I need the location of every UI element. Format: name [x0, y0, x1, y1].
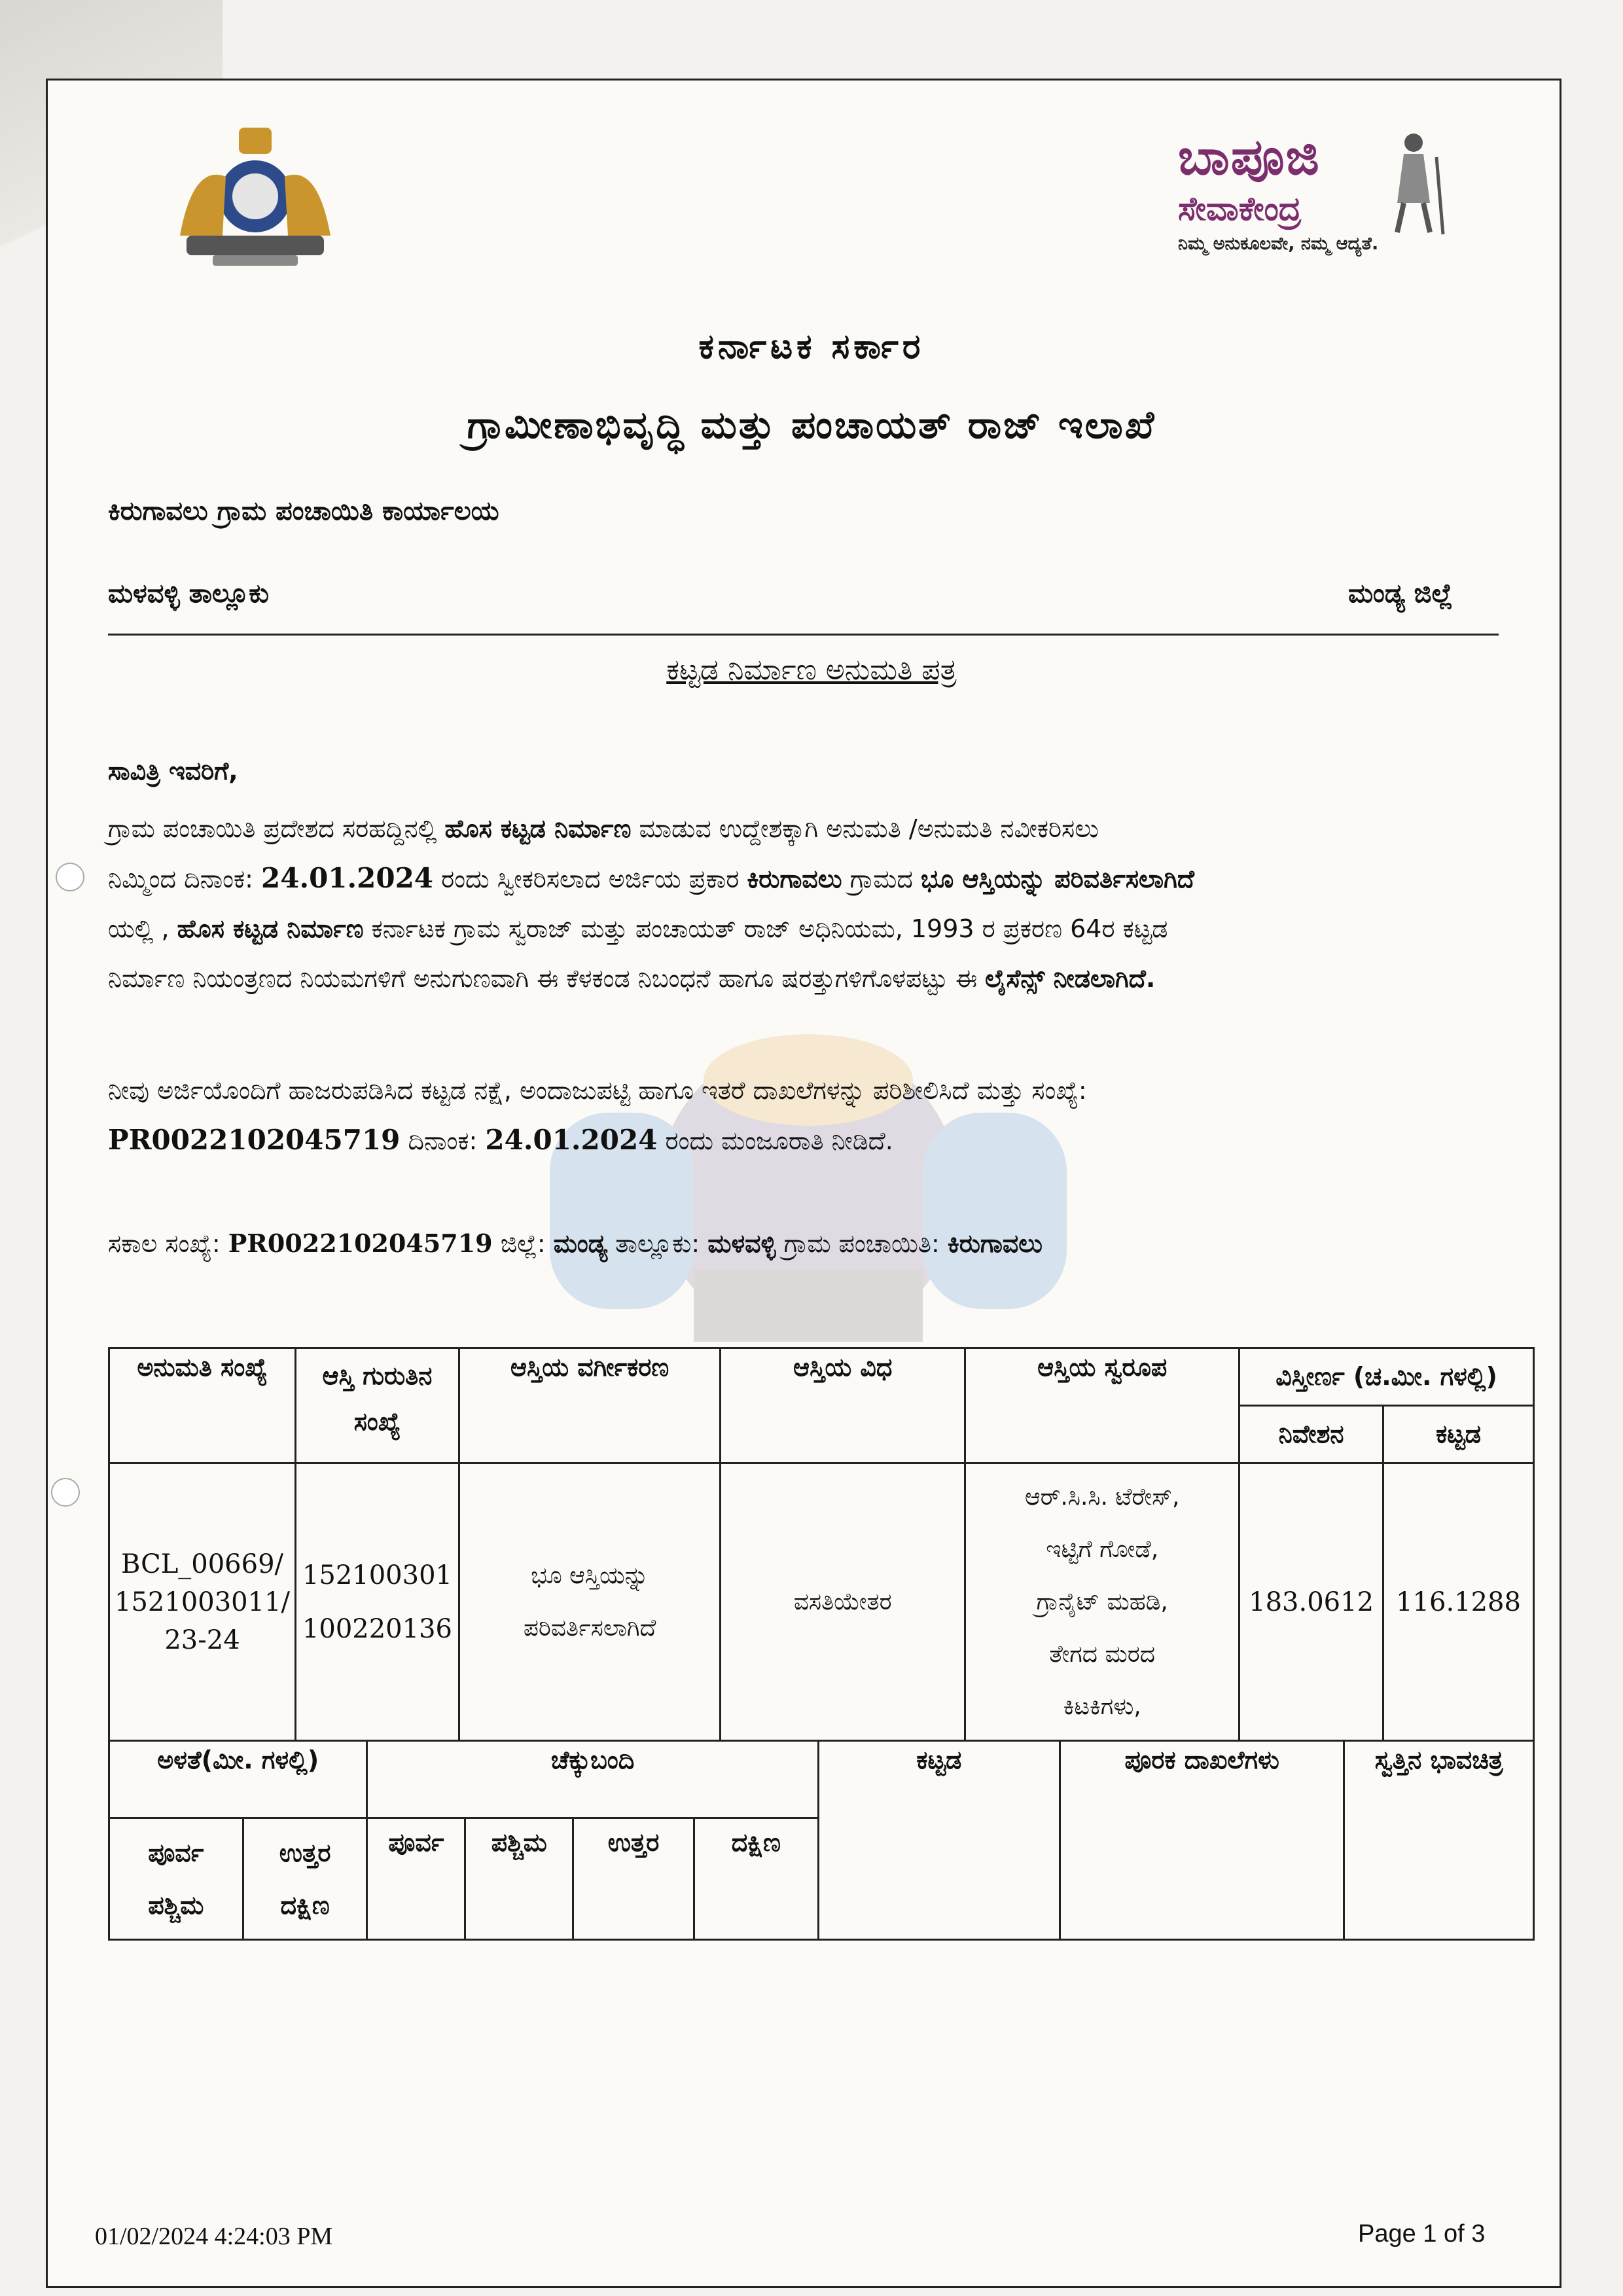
building-area-cell: 116.1288 [1383, 1463, 1534, 1741]
table-header-row [109, 1348, 1534, 1406]
header-text: ಆಸ್ತಿ ಗುರುತಿನ [322, 1361, 433, 1390]
page-number: Page 1 of 3 [1358, 2220, 1486, 2248]
cell-text: ಭೂ ಆಸ್ತಿಯನ್ನು [531, 1562, 649, 1589]
district-name: ಮಂಡ್ಯ ಜಿಲ್ಲೆ [1348, 579, 1453, 609]
approval-date: 24.01.2024 [485, 1124, 658, 1156]
col-property-type: ಆಸ್ತಿಯ ವಿಧ [721, 1348, 965, 1463]
col-permit-no: ಅನುಮತಿ ಸಂಖ್ಯೆ [109, 1348, 296, 1463]
punch-hole [51, 1478, 80, 1507]
permit-number-cell [109, 1463, 296, 1741]
col-east: ಪೂರ್ವ [367, 1818, 465, 1940]
logo-name: ಬಾಪೂಜಿ [1178, 128, 1321, 186]
cell-text: ಪರಿವರ್ತಿಸಲಾಗಿದೆ [523, 1614, 656, 1641]
col-classification: ಆಸ್ತಿಯ ವರ್ಗೀಕರಣ [459, 1348, 720, 1463]
header-text: ಪೂರ್ವ [148, 1838, 204, 1867]
header-text: ಉತ್ತರ [279, 1838, 331, 1867]
table-header-row [109, 1741, 1534, 1818]
header-text: ಪಶ್ಚಿಮ [148, 1890, 204, 1920]
col-north: ಉತ್ತರ [573, 1818, 694, 1940]
text-span: ಗ್ರಾಮ ಪಂಚಾಯಿತಿ ಪ್ರದೇಶದ ಸರಹದ್ದಿನಲ್ಲಿ [108, 814, 445, 843]
salutation: ಸಾವಿತ್ರಿ ಇವರಿಗೆ, [108, 757, 238, 785]
body-paragraph-2 [108, 1066, 1522, 1166]
text-span: ಯಲ್ಲಿ , [108, 914, 177, 943]
cell-text: ಕಿಟಕಿಗಳು, [1063, 1693, 1141, 1720]
karnataka-emblem-icon [167, 124, 344, 268]
text-span: ಗ್ರಾಮ ಪಂಚಾಯಿತಿ: [776, 1229, 948, 1258]
cell-text: 100220136 [302, 1613, 452, 1644]
certificate-title: ಕಟ್ಟಡ ನಿರ್ಮಾಣ ಅನುಮತಿ ಪತ್ರ [666, 653, 957, 687]
text-span: ಗ್ರಾಮದ [842, 865, 921, 893]
cell-text: 1521003011/ [115, 1587, 290, 1617]
gandhi-figure-icon [1374, 131, 1453, 236]
text-span: ಹೊಸ ಕಟ್ಟಡ ನಿರ್ಮಾಣ [177, 914, 364, 943]
cell-text: ತೇಗದ ಮರದ [1049, 1640, 1156, 1668]
bapuji-seva-kendra-logo [1178, 128, 1453, 265]
print-timestamp: 01/02/2024 4:24:03 PM [95, 2223, 333, 2250]
text-span: ಮಾಡುವ ಉದ್ದೇಶಕ್ಕಾಗಿ ಅನುಮತಿ /ಅನುಮತಿ ನವೀಕರಿಸಲು [631, 814, 1099, 843]
col-building: ಕಟ್ಟಡ [818, 1741, 1060, 1940]
approval-number: PR0022102045719 [108, 1124, 401, 1156]
col-east-west [109, 1818, 243, 1940]
state-emblem-watermark [458, 995, 1158, 1361]
text-span: ನಿರ್ಮಾಣ ನಿಯಂತ್ರಣದ ನಿಯಮಗಳಿಗೆ ಅನುಗುಣವಾಗಿ ಈ ಕೆಳಕಂಡ ನಿಬಂಧನೆ ಹಾಗೂ ಷರತ್ತುಗಳಿಗೊಳಪಟ್ಟು ಈ [108, 964, 986, 993]
property-type-cell: ವಸತಿಯೇತರ [721, 1463, 965, 1741]
logo-tagline: ನಿಮ್ಮ ಅನುಕೂಲವೇ, ನಮ್ಮ ಆದ್ಯತೆ. [1178, 234, 1379, 254]
government-heading: ಕರ್ನಾಟಕ ಸರ್ಕಾರ [698, 327, 925, 367]
col-west: ಪಶ್ಚಿಮ [465, 1818, 573, 1940]
cell-text: ಗ್ರಾನೈಟ್ ಮಹಡಿ, [1036, 1588, 1168, 1615]
body-line-3 [108, 904, 1522, 954]
dimensions-boundaries-table [108, 1740, 1535, 1941]
sakala-number: PR0022102045719 [228, 1229, 493, 1258]
district-value: ಮಂಡ್ಯ [553, 1229, 608, 1258]
cell-text: ಆರ್.ಸಿ.ಸಿ. ಟೆರೇಸ್, [1024, 1483, 1180, 1511]
taluk-value: ಮಳವಳ್ಳಿ [707, 1229, 776, 1258]
village-name: ಕಿರುಗಾವಲು [747, 865, 842, 893]
body-line-4 [108, 954, 1522, 1003]
property-nature-cell [965, 1463, 1240, 1741]
department-heading: ಗ್ರಾಮೀಣಾಭಿವೃದ್ಧಿ ಮತ್ತು ಪಂಚಾಯತ್ ರಾಜ್ ಇಲಾಖೆ [467, 403, 1156, 447]
cell-text: BCL_00669/ [120, 1549, 283, 1579]
permit-details-table [108, 1347, 1535, 1742]
table-row [109, 1463, 1534, 1741]
site-area-cell: 183.0612 [1240, 1463, 1383, 1741]
classification-cell [459, 1463, 720, 1741]
cell-text: 152100301 [302, 1560, 452, 1590]
col-boundaries: ಚೆಕ್ಕುಬಂದಿ [367, 1741, 818, 1818]
col-property-photo: ಸ್ವತ್ತಿನ ಭಾವಚಿತ್ರ [1344, 1741, 1534, 1940]
text-span: ರಂದು ಸ್ವೀಕರಿಸಲಾದ ಅರ್ಜಿಯ ಪ್ರಕಾರ [433, 865, 747, 893]
property-id-cell [295, 1463, 459, 1741]
body-line-5: ನೀವು ಅರ್ಜಿಯೊಂದಿಗೆ ಹಾಜರುಪಡಿಸಿದ ಕಟ್ಟಡ ನಕ್ಷೆ, ಅಂದಾಜುಪಟ್ಟಿ ಹಾಗೂ ಇತರೆ ದಾಖಲೆಗಳನ್ನು ಪರಿಶೀಲಿಸಿದೆ ಮತ್ತು ಸಂಖ್ಯೆ: [108, 1076, 1087, 1105]
col-property-id [295, 1348, 459, 1463]
col-south: ದಕ್ಷಿಣ [694, 1818, 818, 1940]
col-supporting-docs: ಪೂರಕ ದಾಖಲೆಗಳು [1060, 1741, 1344, 1940]
gp-value: ಕಿರುಗಾವಲು [947, 1229, 1043, 1258]
body-line-1 [108, 804, 1522, 853]
text-span: ದಿನಾಂಕ: [400, 1126, 486, 1155]
office-name: ಕಿರುಗಾವಲು ಗ್ರಾಮ ಪಂಚಾಯಿತಿ ಕಾರ್ಯಾಲಯ [108, 496, 499, 526]
col-dimensions: ಅಳತೆ(ಮೀ. ಗಳಲ್ಲಿ) [109, 1741, 367, 1818]
taluk-name: ಮಳವಳ್ಳಿ ತಾಲ್ಲೂಕು [108, 579, 269, 609]
text-span: ಕರ್ನಾಟಕ ಗ್ರಾಮ ಸ್ವರಾಜ್ ಮತ್ತು ಪಂಚಾಯತ್ ರಾಜ್ ಅಧಿನಿಯಮ, 1993 ರ ಪ್ರಕರಣ 64ರ ಕಟ್ಟಡ [363, 914, 1168, 943]
body-paragraph-1 [108, 804, 1522, 1003]
col-building-area: ಕಟ್ಟಡ [1383, 1406, 1534, 1463]
header-text: ಸಂಖ್ಯೆ [353, 1407, 401, 1436]
punch-hole [56, 863, 84, 891]
col-site-area: ನಿವೇಶನ [1240, 1406, 1383, 1463]
col-property-nature: ಆಸ್ತಿಯ ಸ್ವರೂಪ [965, 1348, 1240, 1463]
header-divider [108, 634, 1499, 636]
body-line-6 [108, 1115, 1522, 1166]
text-span: ಸಕಾಲ ಸಂಖ್ಯೆ: [108, 1229, 228, 1258]
text-span: ಜಿಲ್ಲೆ: [492, 1229, 554, 1258]
body-line-2 [108, 853, 1522, 904]
text-span: ಭೂ ಆಸ್ತಿಯನ್ನು ಪರಿವರ್ತಿಸಲಾಗಿದೆ [921, 865, 1194, 893]
sakala-line [108, 1219, 1522, 1268]
cell-text: ಇಟ್ಟಿಗೆ ಗೋಡೆ, [1046, 1535, 1159, 1563]
application-date: 24.01.2024 [261, 862, 434, 894]
text-span: ಹೊಸ ಕಟ್ಟಡ ನಿರ್ಮಾಣ [444, 814, 632, 843]
col-area: ವಿಸ್ತೀರ್ಣ (ಚ.ಮೀ. ಗಳಲ್ಲಿ) [1240, 1348, 1534, 1406]
text-span: ನಿಮ್ಮಿಂದ ದಿನಾಂಕ: [108, 865, 261, 893]
text-span: ಲೈಸೆನ್ಸ್ ನೀಡಲಾಗಿದೆ. [985, 964, 1156, 993]
cell-text: 23-24 [164, 1624, 240, 1655]
text-span: ರಂದು ಮಂಜೂರಾತಿ ನೀಡಿದೆ. [657, 1126, 893, 1155]
header-text: ದಕ್ಷಿಣ [280, 1890, 330, 1920]
col-north-south [243, 1818, 367, 1940]
logo-subtitle: ಸೇವಾಕೇಂದ್ರ [1178, 190, 1302, 228]
text-span: ತಾಲ್ಲೂಕು: [607, 1229, 708, 1258]
